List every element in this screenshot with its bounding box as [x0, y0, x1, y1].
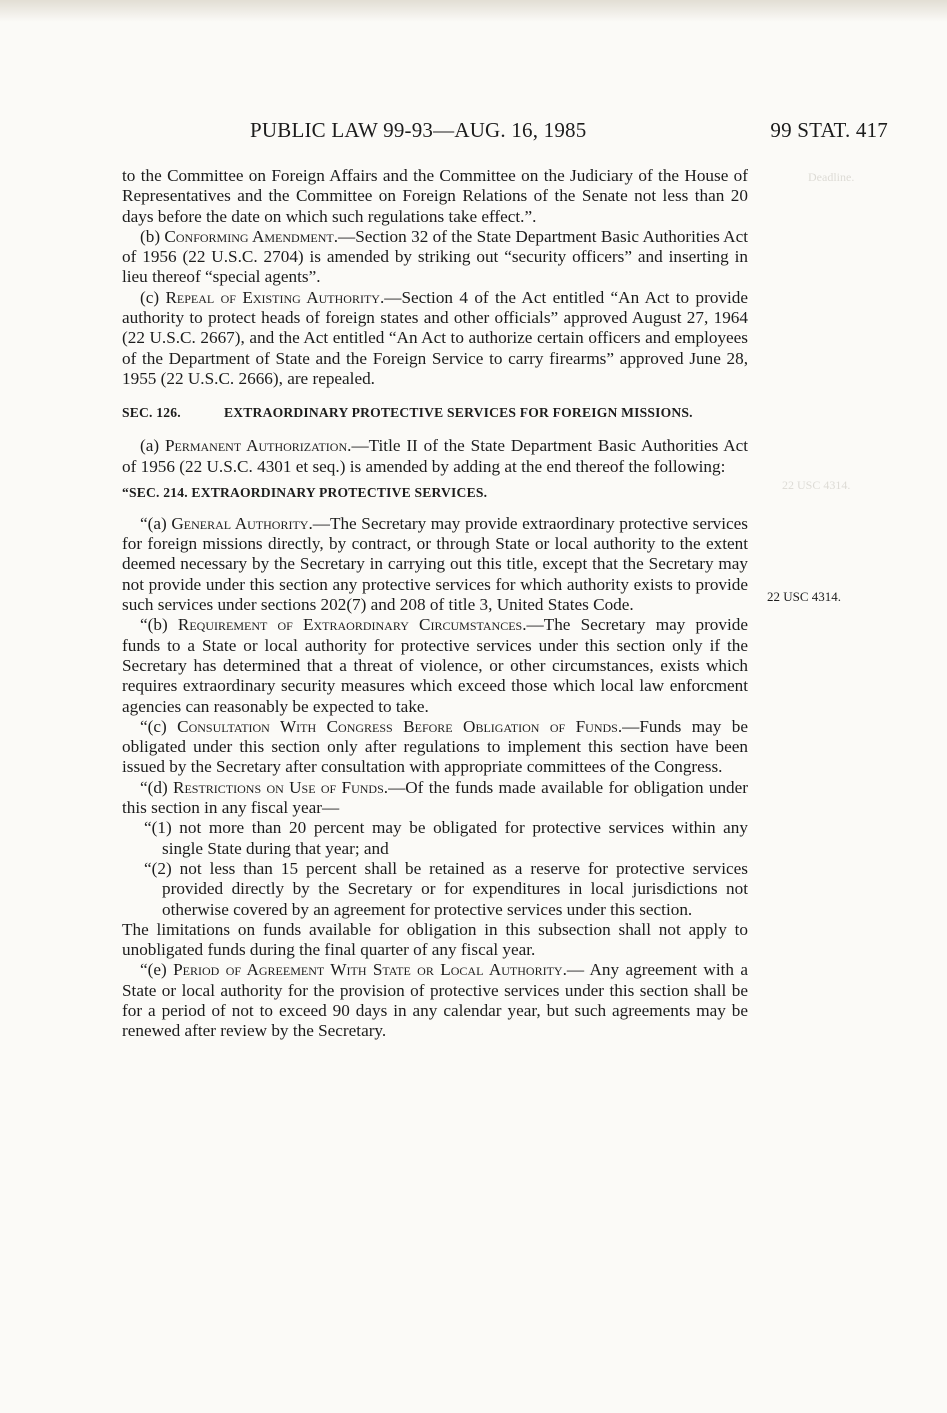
subsection-marker: (a) [140, 436, 165, 456]
running-head-title: PUBLIC LAW 99-93—AUG. 16, 1985 [250, 118, 587, 142]
subsection-text: —Of the funds made available for obligation under this section in any fiscal year— [122, 777, 748, 818]
bleed-through-note: 22 USC 4314. [782, 478, 851, 492]
statute-text [122, 166, 748, 1042]
subsection-b-conforming-amendment [122, 227, 748, 288]
subsection-text: —Title II of the State Department Basic Authorities Act of 1956 (22 U.S.C. 4301 et seq.) is amended by adding at the end thereof the following: [122, 436, 749, 476]
subsection-a-permanent-authorization [122, 436, 748, 477]
subsection-heading: Consultation With Congress Before Obligation of Funds. [177, 716, 623, 736]
section-title: EXTRAORDINARY PROTECTIVE SERVICES FOR FOREIGN MISSIONS. [224, 405, 693, 421]
subsection-heading: Period of Agreement With State or Local Authority. [173, 960, 567, 980]
subsection-text: —The Secretary may provide funds to a State or local authority for protective services under this section only if the Secretary has determined that a threat of violence, or other circumstances, exists which requires extraordinary security measures which exceed those which local law enforcment agencies can reasonably be expected to take. [122, 615, 748, 716]
section-number: SEC. 126. [122, 405, 181, 421]
section-214-heading: “SEC. 214. EXTRAORDINARY PROTECTIVE SERVICES. [122, 484, 488, 500]
limitations-flush-text: The limitations on funds available for obligation in this subsection shall not apply to unobligated funds during the final quarter of any fiscal year. [122, 919, 748, 960]
paragraph-2: “(2) not less than 15 percent shall be retained as a reserve for protective services provided directly by the Secretary or for expenditures in local jurisdictions not otherwise covered by an agreement for protective services under this section. [144, 858, 748, 919]
subsection-marker: (c) [140, 287, 166, 307]
subsection-heading: General Authority. [171, 513, 313, 533]
bleed-through-note: Deadline. [808, 170, 855, 184]
paragraph-1: “(1) not more than 20 percent may be obligated for protective services within any single State during that year; and [144, 818, 748, 858]
subsection-heading: Restrictions on Use of Funds. [173, 777, 389, 797]
margin-citation: 22 USC 4314. [767, 589, 842, 604]
subsection-c-consultation [122, 717, 748, 778]
subsection-e-period-of-agreement [122, 960, 748, 1041]
subsection-heading: Conforming Amendment. [164, 226, 338, 246]
subsection-marker: “(c) [140, 716, 178, 736]
paragraph-continuation: to the Committee on Foreign Affairs and the Committee on the Judiciary of the House of Representatives and the Committee on Foreign Relations of the Senate not less than 20 days before the date on which such regulations take effect.”. [122, 166, 748, 226]
subsection-text: —Section 32 of the State Department Basic Authorities Act of 1956 (22 U.S.C. 2704) is amended by striking out “security officers” and inserting in lieu thereof “special agents”. [122, 226, 749, 287]
subsection-marker: (b) [140, 226, 165, 246]
subsection-text: —The Secretary may provide extraordinary protective services for foreign missions directly, by contract, or through State or local authority to the extent deemed necessary by the Secretary in carrying out this title, except that the Secretary may not provide under this section any protective services for which authority exists to provide such services under sections 202(7) and 208 of title 3, United States Code. [122, 513, 748, 615]
subsection-text: —Funds may be obligated under this section only after regulations to implement this section have been issued by the Secretary after consultation with appropriate committees of the Congress. [122, 716, 749, 777]
subsection-marker: “(e) [140, 960, 174, 980]
subsection-b-extraordinary-circumstances [122, 615, 748, 716]
running-head [122, 118, 888, 148]
subsection-d-restrictions [122, 778, 748, 819]
subsection-heading: Permanent Authorization. [164, 436, 352, 456]
subsection-text: —Section 4 of the Act entitled “An Act to provide authority to protect heads of foreign states and other officials” approved August 27, 1964 (22 U.S.C. 2667), and the Act entitled “An Act to authorize certain officers and employees of the Department of State and the Foreign Service to carry firearms” approved June 28, 1955 (22 U.S.C. 2666), are repealed. [122, 287, 749, 388]
subsection-marker: “(b) [140, 615, 178, 635]
subsection-a-general-authority [122, 514, 748, 615]
subsection-marker: “(d) [140, 777, 173, 797]
subsection-marker: “(a) [140, 513, 172, 533]
scan-top-edge [0, 0, 947, 22]
section-126-heading [122, 403, 748, 422]
subsection-text: — Any agreement with a State or local authority for the provision of protective services under this section shall be for a period of not to exceed 90 days in any calendar year, but such agreements may be renewed after review by the Secretary. [122, 960, 748, 1041]
subsection-c-repeal [122, 288, 748, 389]
subsection-heading: Requirement of Extraordinary Circumstances. [177, 615, 527, 635]
statute-page-number: 99 STAT. 417 [770, 118, 888, 142]
subsection-heading: Repeal of Existing Authority. [165, 287, 385, 307]
